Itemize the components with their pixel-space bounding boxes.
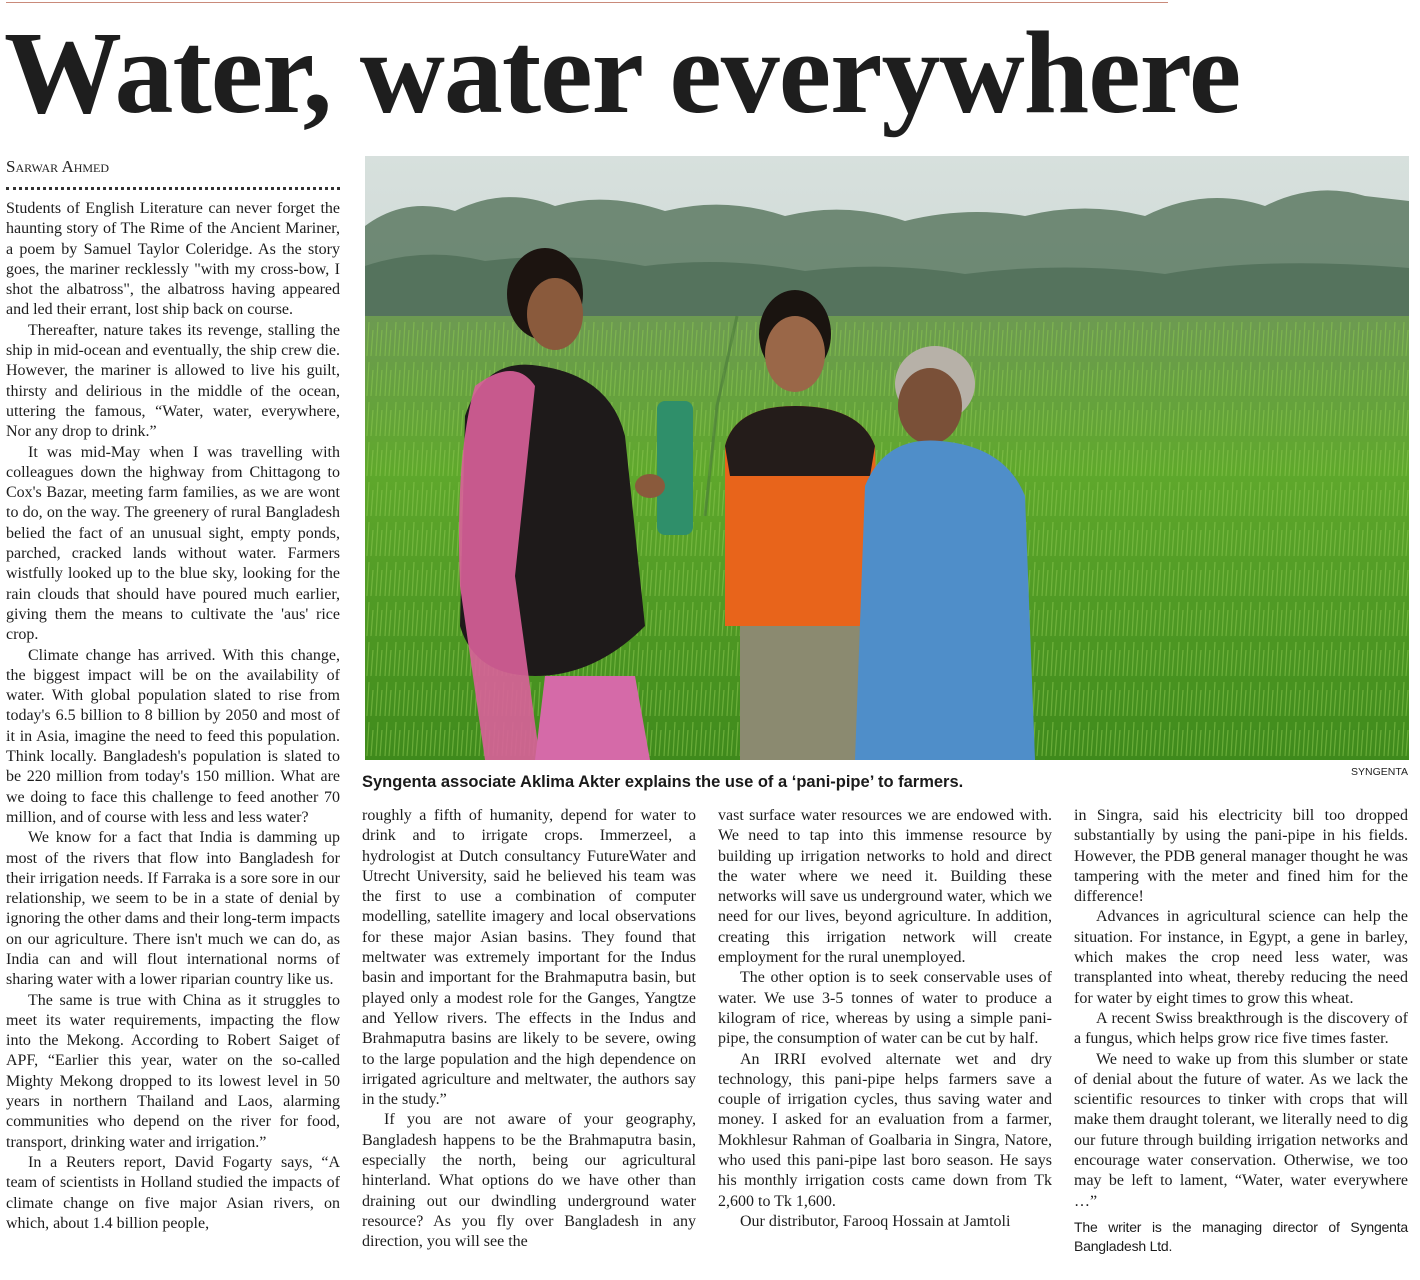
paragraph: In a Reuters report, David Fogarty says, “A team of scientists in Holland studied the impacts of climate change on five major Asian rivers, on which, about 1.4 billion people,: [6, 1153, 340, 1232]
article-column-3: [718, 806, 1052, 1232]
article-column-4: [1074, 806, 1408, 1256]
paragraph: The other option is to seek conservable uses of water. We use 3-5 tonnes of water to produce a kilogram of rice, whereas by using a simple pani-pipe, the consumption of water can be cut by half.: [718, 969, 1052, 1048]
paragraph: Climate change has arrived. With this change, the biggest impact will be on the availability of water. With global population slated to rise from today's 6.5 billion to 8 billion by 2050 and most of it in Asia, imagine the need to feed this population. Think locally. Bangladesh's population is slated to be 220 million from today's 150 million. What are we doing to face this challenge to feed another 70 million, and of course with less and less water?: [6, 646, 340, 826]
paragraph: We need to wake up from this slumber or state of denial about the future of water. As we lack the scientific resources to tinker with crops that will make them draught tolerant, we literally need to dig our future through building irrigation networks and encourage water conservation. Otherwise, we too may be left to lament, “Water, water everywhere …”: [1074, 1050, 1408, 1210]
top-rule: [6, 2, 1168, 3]
rice-field-photo: [365, 156, 1409, 760]
pani-pipe: [657, 401, 693, 535]
paragraph: We know for a fact that India is damming up most of the rivers that flow into Bangladesh for their irrigation needs. If Farraka is a sore sore in our relationship, we seem to be in a state of denial by ignoring the other dams and their long-term impacts on our agriculture. There isn't much we can do, as India can and will flout international norms of sharing water with a lower riparian country like us.: [6, 829, 340, 989]
paragraph: If you are not aware of your geography, Bangladesh happens to be the Brahmaputra basin, especially the north, being our agricultural hinterland. What options do we have other than draining out our dwindling underground water resource? As you fly over Bangladesh in any direction, you will see the: [362, 1111, 696, 1251]
photo-credit: SYNGENTA: [1351, 766, 1408, 778]
paragraph: Students of English Literature can never forget the haunting story of The Rime of the Ancient Mariner, a poem by Samuel Taylor Coleridge. As the story goes, the mariner recklessly "with my cross-bow, I shot the albatross", the albatross having appeared and led their errant, lost ship back on course.: [6, 200, 340, 319]
headline: Water, water everywhere: [4, 7, 1241, 138]
article-column-2: [362, 806, 696, 1253]
author-tagline: The writer is the managing director of Syngenta Bangladesh Ltd.: [1074, 1218, 1408, 1254]
paragraph: in Singra, said his electricity bill too dropped substantially by using the pani-pipe in his fields. However, the PDB general manager thought he was tampering with the meter and fined him for the difference!: [1074, 807, 1408, 906]
photo-caption: Syngenta associate Aklima Akter explains the use of a ‘pani-pipe’ to farmers.: [362, 773, 964, 791]
article-photo: [365, 156, 1409, 760]
paragraph: A recent Swiss breakthrough is the discovery of a fungus, which helps grow rice five times faster.: [1074, 1009, 1408, 1048]
paragraph: An IRRI evolved alternate wet and dry technology, this pani-pipe helps farmers save a couple of irrigation cycles, thus saving water and money. I asked for an evaluation from a farmer, Mokhlesur Rahman of Goalbaria in Singra, Natore, who used this pani-pipe last boro season. He says his monthly irrigation costs came down from Tk 2,600 to Tk 1,600.: [718, 1050, 1052, 1210]
byline-dotted-rule: [6, 187, 340, 190]
paragraph: It was mid-May when I was travelling with colleagues down the highway from Chittagong to Cox's Bazar, meeting farm families, as we are wont to do, on the way. The greenery of rural Bangladesh belied the fact of an unusual sight, empty ponds, parched, cracked lands without water. Farmers wistfully looked up to the blue sky, looking for the rain clouds that should have poured much earlier, giving them the means to cultivate the 'aus' rice crop.: [6, 443, 340, 644]
paragraph: roughly a fifth of humanity, depend for water to drink and to irrigate crops. Immerzeel, a hydrologist at Dutch consultancy FutureWater and Utrecht University, said he believed his team was the first to use a combination of computer modelling, satellite imagery and local observations for these major Asian basins. They found that meltwater was extremely important for the Indus basin and important for the Brahmaputra basin, but played only a modest role for the Ganges, Yangtze and Yellow rivers. The effects in the Indus and Brahmaputra basins are likely to be severe, owing to the large population and the high dependence on irrigated agriculture and meltwater, the authors say in the study.”: [362, 807, 696, 1109]
paragraph: vast surface water resources we are endowed with. We need to tap into this immense resource by building up irrigation networks to hold and direct the water where we need it. Building these networks will save us underground water, which we need for our lives, beyond agriculture. In addition, creating this irrigation network will create employment for the rural unemployed.: [718, 807, 1052, 967]
paragraph: The same is true with China as it struggles to meet its water requirements, impacting the flow into the Mekong. According to Robert Saiget of APF, “Earlier this year, water on the so-called Mighty Mekong dropped to its lowest level in 50 years in northern Thailand and Laos, alarming communities who depend on the river for food, transport, drinking water and irrigation.”: [6, 991, 340, 1151]
paragraph: Advances in agricultural science can help the situation. For instance, in Egypt, a gene in barley, which makes the crop need less water, was transplanted into wheat, thereby reducing the need for water by eight times to grow this wheat.: [1074, 908, 1408, 1007]
byline: Sarwar Ahmed: [6, 157, 110, 176]
paragraph: Our distributor, Farooq Hossain at Jamtoli: [740, 1212, 1011, 1230]
paragraph: Thereafter, nature takes its revenge, stalling the ship in mid-ocean and eventually, the ship crew die. However, the mariner is allowed to live his guilt, thirsty and delirious in the middle of the ocean, uttering the famous, “Water, water, everywhere, Nor any drop to drink.”: [6, 321, 340, 441]
article-column-1: [6, 199, 340, 1234]
